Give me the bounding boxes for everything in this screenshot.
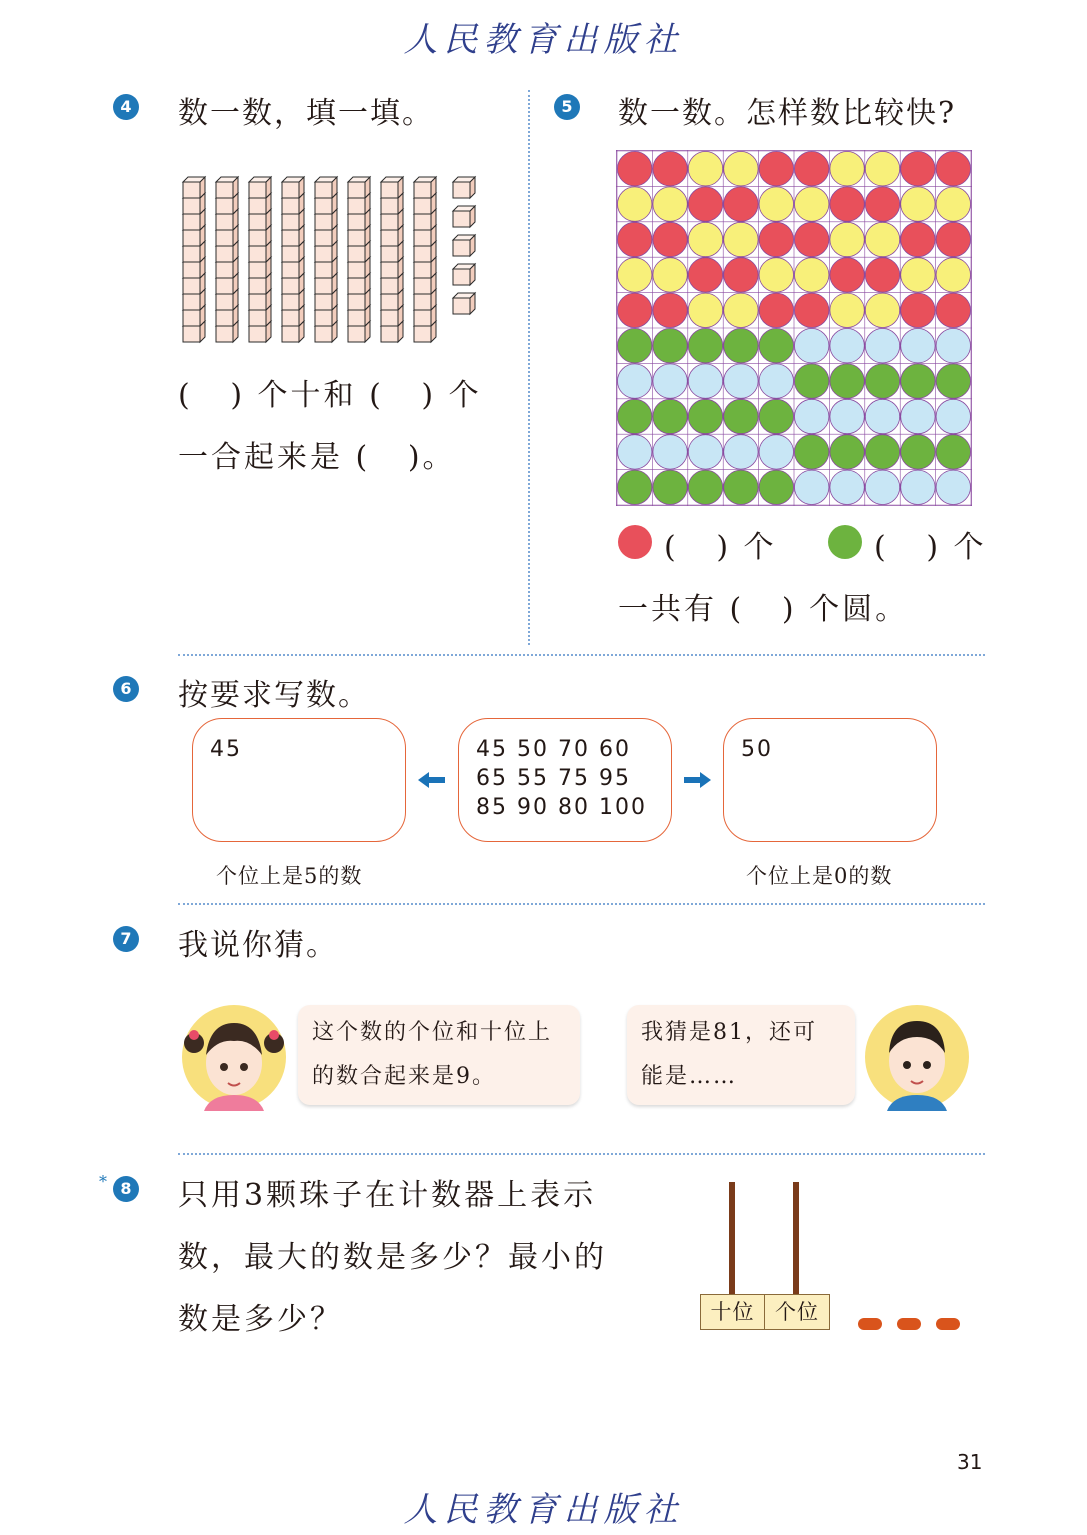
boy-speech-bubble xyxy=(627,1005,855,1105)
grid-circle xyxy=(688,329,722,363)
tens-rod-cube xyxy=(414,177,436,198)
ones-cube xyxy=(453,177,475,198)
grid-circle xyxy=(830,470,864,504)
question-8-line1: 只用3颗珠子在计数器上表示 xyxy=(178,1178,597,1213)
grid-circle xyxy=(901,152,935,186)
ones-five-box-text: 45 xyxy=(210,737,242,762)
grid-circle xyxy=(653,435,687,469)
bead-2 xyxy=(897,1318,921,1330)
question-number-4: 4 xyxy=(113,94,139,120)
grid-circle xyxy=(618,187,652,221)
grid-circle xyxy=(830,187,864,221)
grid-circle xyxy=(936,187,970,221)
grid-circle xyxy=(653,399,687,433)
ones-zero-caption: 个位上是0的数 xyxy=(746,864,893,888)
grid-circle xyxy=(865,435,899,469)
grid-circle xyxy=(830,152,864,186)
ones-cube xyxy=(453,235,475,256)
grid-circle xyxy=(618,222,652,256)
grid-circle xyxy=(865,364,899,398)
divider-3 xyxy=(178,1153,985,1155)
grid-circle xyxy=(618,399,652,433)
grid-circle xyxy=(688,364,722,398)
grid-circle xyxy=(618,470,652,504)
grid-circle xyxy=(901,399,935,433)
grid-circle xyxy=(795,364,829,398)
question-4-blank-line2: 一合起来是 ( )。 xyxy=(178,440,456,475)
ones-zero-box xyxy=(723,718,937,842)
abacus-base xyxy=(700,1294,830,1330)
grid-circle xyxy=(830,399,864,433)
grid-circle xyxy=(865,222,899,256)
grid-circle xyxy=(759,435,793,469)
grid-circle xyxy=(795,222,829,256)
ones-cube xyxy=(453,264,475,285)
tens-rod-cube xyxy=(216,177,238,198)
grid-circle xyxy=(724,293,758,327)
boy-speech-line1: 我猜是81，还可 xyxy=(641,1020,817,1045)
ones-five-caption: 个位上是5的数 xyxy=(216,864,363,888)
grid-circle xyxy=(795,399,829,433)
grid-circle xyxy=(618,329,652,363)
grid-circle xyxy=(830,258,864,292)
grid-circle xyxy=(901,470,935,504)
grid-circle xyxy=(830,329,864,363)
divider-2 xyxy=(178,903,985,905)
grid-circle xyxy=(688,399,722,433)
question-number-6: 6 xyxy=(113,676,139,702)
grid-circle xyxy=(759,399,793,433)
grid-circle xyxy=(795,329,829,363)
grid-circle xyxy=(901,364,935,398)
boy-speech-line2: 能是…… xyxy=(641,1064,738,1089)
tens-rod-cube xyxy=(315,177,337,198)
grid-circle xyxy=(688,152,722,186)
abacus-rod-ones xyxy=(793,1182,799,1296)
ones-cube xyxy=(453,293,475,314)
grid-circle xyxy=(830,364,864,398)
grid-circle xyxy=(936,470,970,504)
numbers-box-text: 45 50 70 60 65 55 75 95 85 90 80 100 xyxy=(476,737,647,820)
grid-circle xyxy=(724,329,758,363)
grid-circle xyxy=(688,222,722,256)
question-8-line3: 数是多少？ xyxy=(178,1302,343,1337)
tens-place-label: 十位 xyxy=(701,1295,765,1329)
tens-rod-cube xyxy=(381,177,403,198)
grid-circle xyxy=(688,293,722,327)
grid-circle xyxy=(865,152,899,186)
grid-circle xyxy=(724,222,758,256)
grid-circle xyxy=(795,435,829,469)
grid-circle xyxy=(830,293,864,327)
girl-speech-bubble xyxy=(298,1005,580,1105)
tens-rod-cube xyxy=(249,177,271,198)
grid-circle xyxy=(759,222,793,256)
grid-circle xyxy=(724,399,758,433)
grid-circle xyxy=(759,470,793,504)
question-number-8: 8 xyxy=(113,1176,139,1202)
tens-rod-cube xyxy=(282,177,304,198)
ones-zero-box-text: 50 xyxy=(741,737,773,762)
grid-circle xyxy=(936,435,970,469)
grid-circle xyxy=(618,152,652,186)
grid-circle xyxy=(936,258,970,292)
grid-circle xyxy=(724,152,758,186)
grid-circle xyxy=(865,258,899,292)
grid-circle xyxy=(795,152,829,186)
ones-five-box xyxy=(192,718,406,842)
arrow-right-icon xyxy=(684,770,712,790)
abacus-rod-tens xyxy=(729,1182,735,1296)
grid-circle xyxy=(759,364,793,398)
grid-circle xyxy=(653,152,687,186)
question-number-7: 7 xyxy=(113,926,139,952)
publisher-logo-top: 人民教育出版社 xyxy=(403,20,684,60)
grid-circle xyxy=(759,329,793,363)
tens-rod-cube xyxy=(348,177,370,198)
red-count-blank: ( ) 个 xyxy=(664,530,777,565)
grid-circle xyxy=(653,187,687,221)
question-number-5: 5 xyxy=(554,94,580,120)
question-4-blank-line1: ( ) 个十和 ( ) 个 xyxy=(178,378,482,413)
divider-1 xyxy=(178,654,985,656)
grid-circle xyxy=(795,187,829,221)
grid-circle xyxy=(936,152,970,186)
grid-circle xyxy=(865,293,899,327)
grid-circle xyxy=(901,329,935,363)
grid-circle xyxy=(759,187,793,221)
grid-circle xyxy=(653,293,687,327)
grid-circle xyxy=(724,470,758,504)
grid-circle xyxy=(688,435,722,469)
grid-circle xyxy=(724,364,758,398)
grid-circle xyxy=(618,258,652,292)
green-count-blank: ( ) 个 xyxy=(874,530,987,565)
grid-circle xyxy=(724,435,758,469)
grid-circle xyxy=(795,470,829,504)
boy-avatar xyxy=(863,1003,971,1111)
grid-circle xyxy=(688,258,722,292)
grid-circle xyxy=(901,435,935,469)
grid-circle xyxy=(830,435,864,469)
question-6-title: 按要求写数。 xyxy=(178,678,370,713)
grid-circle xyxy=(865,399,899,433)
red-circle-icon xyxy=(618,525,652,559)
vertical-divider xyxy=(528,90,530,645)
base-ten-blocks xyxy=(180,175,490,350)
bead-3 xyxy=(936,1318,960,1330)
tens-rod-cube xyxy=(183,177,205,198)
grid-circle xyxy=(653,329,687,363)
grid-circle xyxy=(936,329,970,363)
page-number: 31 xyxy=(957,1450,983,1474)
bead-1 xyxy=(858,1318,882,1330)
grid-circle xyxy=(653,364,687,398)
grid-circle xyxy=(936,293,970,327)
grid-circle xyxy=(618,435,652,469)
grid-circle xyxy=(724,258,758,292)
grid-circle xyxy=(936,222,970,256)
girl-speech-line1: 这个数的个位和十位上 xyxy=(312,1020,553,1045)
question-8-line2: 数，最大的数是多少？最小的 xyxy=(178,1240,607,1275)
publisher-logo-bottom: 人民教育出版社 xyxy=(403,1490,684,1530)
grid-circle xyxy=(653,222,687,256)
grid-circle xyxy=(901,187,935,221)
grid-circle xyxy=(865,470,899,504)
grid-circle xyxy=(901,222,935,256)
question-5-title: 数一数。怎样数比较快? xyxy=(618,96,957,131)
grid-circle xyxy=(830,222,864,256)
girl-avatar xyxy=(180,1003,288,1111)
grid-circle xyxy=(653,258,687,292)
grid-circle xyxy=(688,470,722,504)
question-4-title: 数一数，填一填。 xyxy=(178,96,434,131)
ones-place-label: 个位 xyxy=(775,1300,819,1324)
grid-circle xyxy=(865,329,899,363)
grid-circle xyxy=(724,187,758,221)
grid-circle xyxy=(936,364,970,398)
grid-circle xyxy=(688,187,722,221)
grid-circle xyxy=(759,152,793,186)
grid-circle xyxy=(901,293,935,327)
grid-circle xyxy=(759,258,793,292)
grid-circle xyxy=(618,293,652,327)
grid-circle xyxy=(901,258,935,292)
ones-cube xyxy=(453,206,475,227)
grid-circle xyxy=(936,399,970,433)
grid-circle xyxy=(653,470,687,504)
numbers-box xyxy=(458,718,672,842)
arrow-left-icon xyxy=(418,770,446,790)
green-circle-icon xyxy=(828,525,862,559)
grid-circle xyxy=(618,364,652,398)
grid-circle xyxy=(759,293,793,327)
girl-speech-line2: 的数合起来是9。 xyxy=(312,1064,496,1089)
grid-circle xyxy=(865,187,899,221)
total-count-blank: 一共有 ( ) 个圆。 xyxy=(618,592,909,627)
question-7-title: 我说你猜。 xyxy=(178,928,338,963)
circle-grid xyxy=(616,150,972,506)
optional-star: * xyxy=(99,1172,107,1191)
grid-circle xyxy=(795,258,829,292)
grid-circle xyxy=(795,293,829,327)
